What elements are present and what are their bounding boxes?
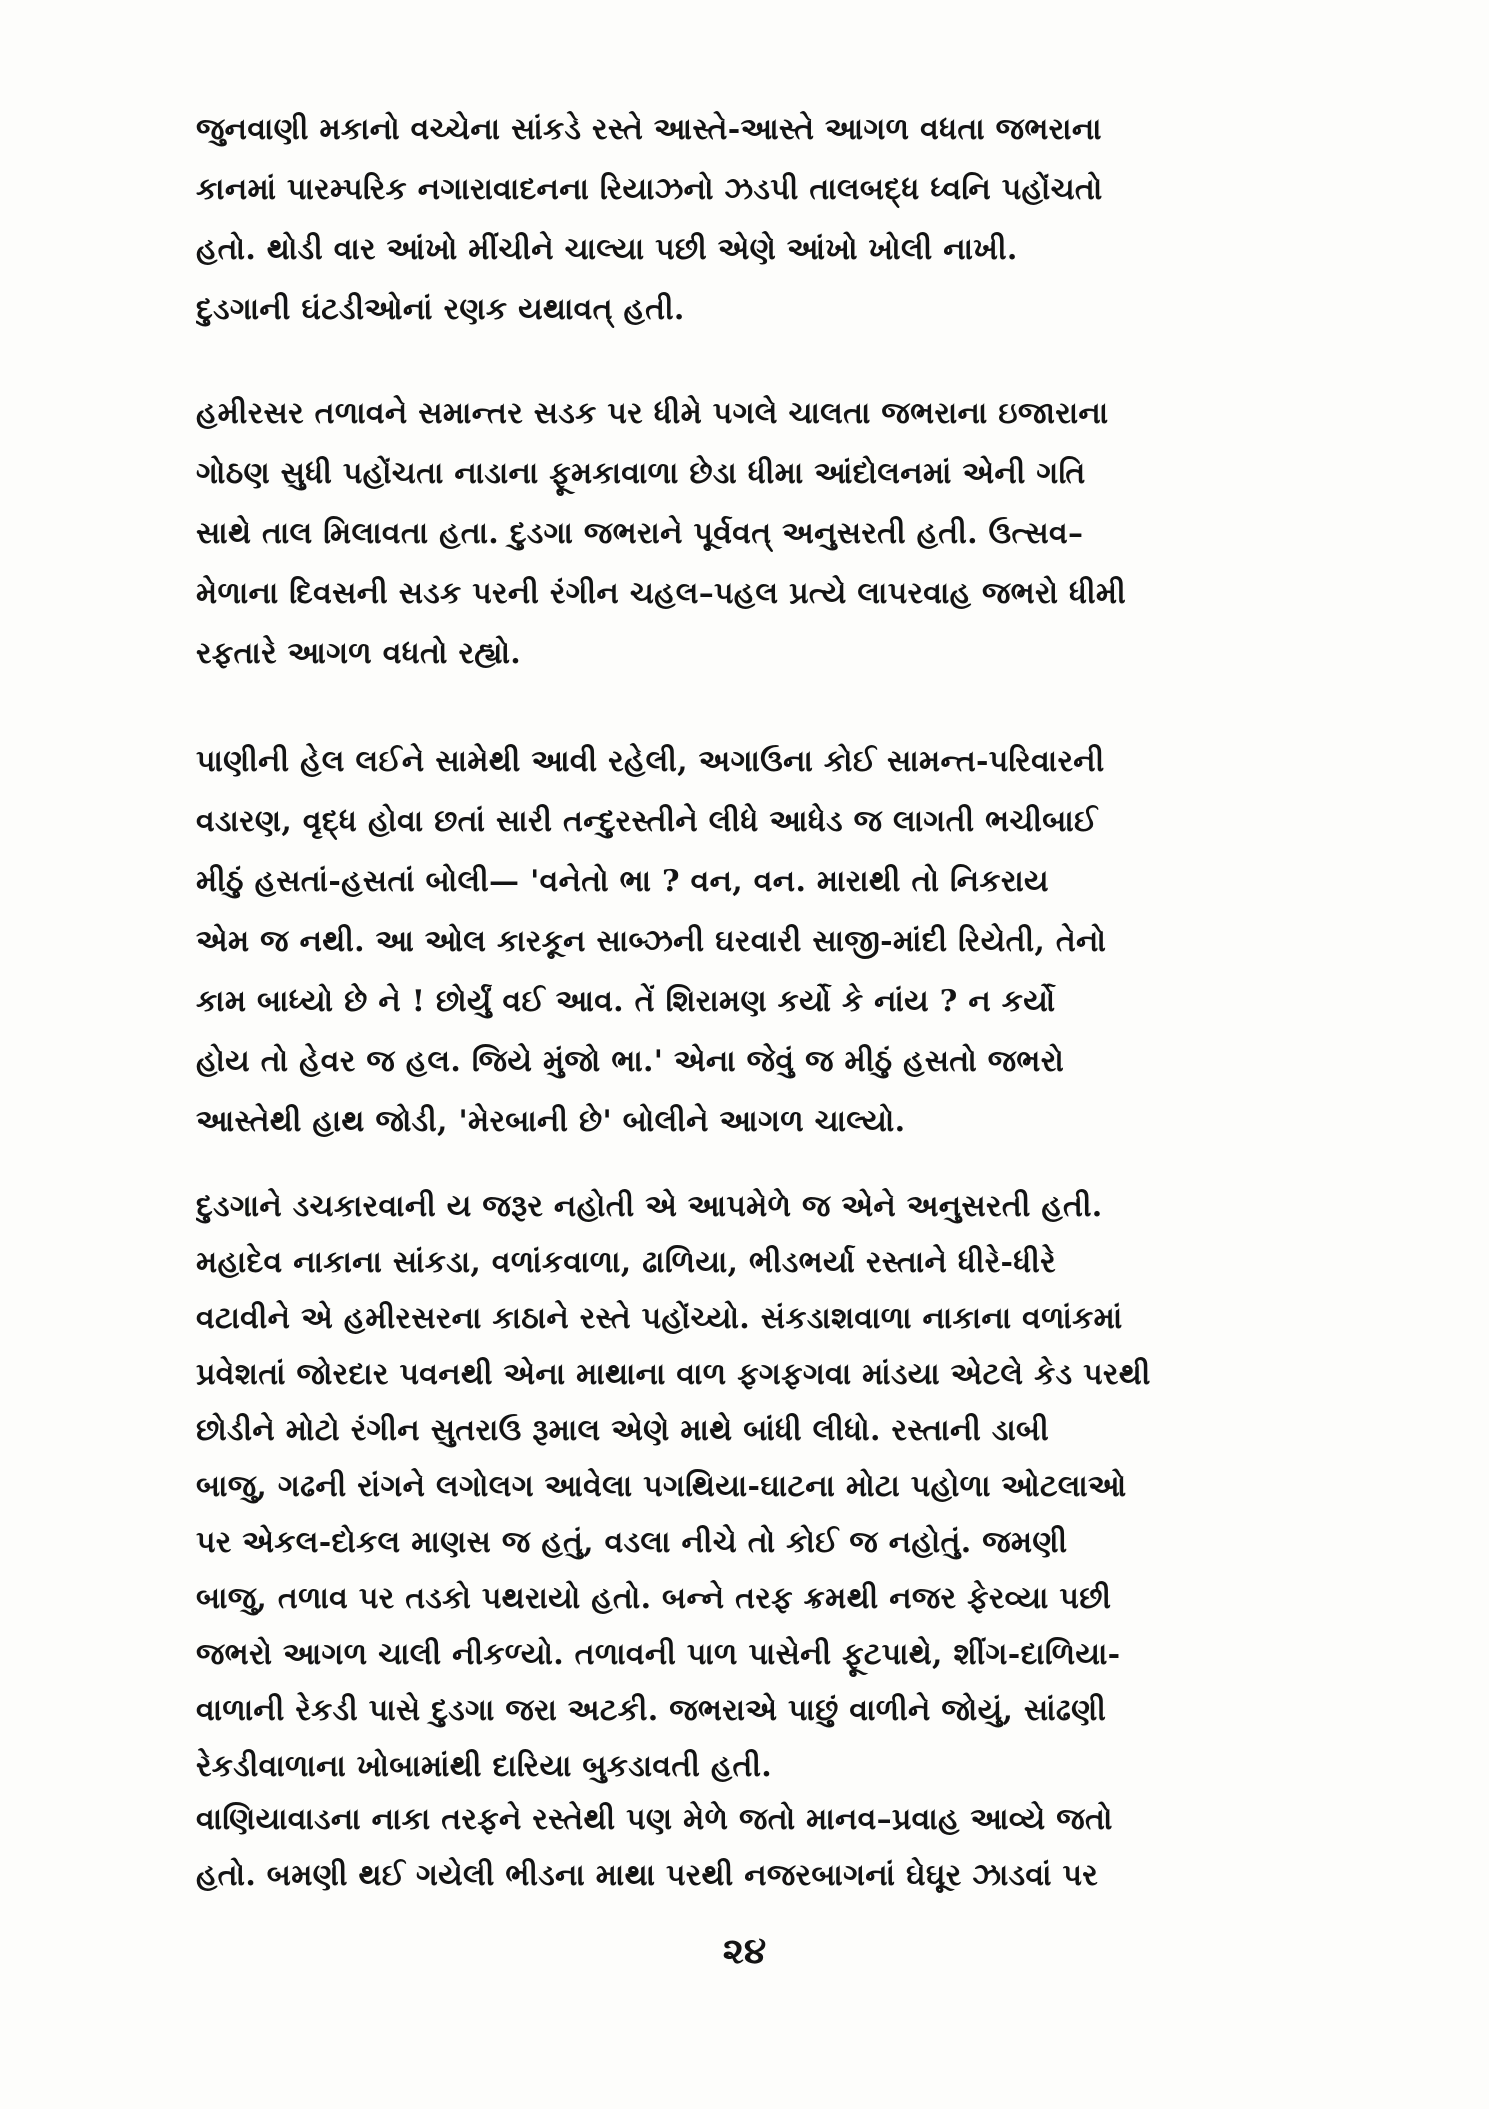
text-line: રેકડીવાળાના ખોબામાંથી દારિયા બુકડાવતી હતી. [196, 1749, 773, 1784]
text-line: હોય તો હેવર જ હલ. જિયે મુંજો ભા.' એના જેવું જ મીઠું હસતો જભરો [196, 1044, 1065, 1079]
text-line: વાણિયાવાડના નાકા તરફને રસ્તેથી પણ મેળે જતો માનવ–પ્રવાહ આવ્યે જતો [196, 1802, 1113, 1837]
page-number: ૨૪ [722, 1930, 767, 1972]
text-line: ગોઠણ સુધી પહોંચતા નાડાના ફૂમકાવાળા છેડા ધીમા આંદોલનમાં એની ગતિ [196, 456, 1086, 491]
text-line: બાજુ, તળાવ પર તડકો પથરાયો હતો. બન્ને તરફ ક્રમથી નજર ફેરવ્યા પછી [196, 1581, 1112, 1616]
text-line: રફતારે આગળ વધતો રહ્યો. [196, 636, 522, 671]
text-line: આસ્તેથી હાથ જોડી, 'મેરબાની છે' બોલીને આગળ ચાલ્યો. [196, 1104, 906, 1139]
text-line: વાળાની રેકડી પાસે દુડગા જરા અટકી. જભરાએ પાછું વાળીને જોયું, સાંઢણી [196, 1693, 1107, 1728]
text-line: દુડગાની ઘંટડીઓનાં રણક યથાવત્ હતી. [196, 292, 685, 327]
text-line: છોડીને મોટો રંગીન સુતરાઉ રૂમાલ એણે માથે બાંધી લીધો. રસ્તાની ડાબી [196, 1413, 1050, 1448]
text-line: એમ જ નથી. આ ઓલ કારકૂન સાબ્ઝની ઘરવારી સાજી-માંદી રિયેતી, તેનો [196, 924, 1107, 959]
text-line: વટાવીને એ હમીરસરના કાઠાને રસ્તે પહોંચ્યો. સંકડાશવાળા નાકાના વળાંકમાં [196, 1301, 1123, 1336]
text-line: જુનવાણી મકાનો વચ્ચેના સાંકડે રસ્તે આસ્તે-આસ્તે આગળ વધતા જભરાના [196, 112, 1102, 147]
text-line: પ્રવેશતાં જોરદાર પવનથી એના માથાના વાળ ફગફગવા માંડયા એટલે કેડ પરથી [196, 1357, 1151, 1392]
text-line: હતો. થોડી વાર આંખો મીંચીને ચાલ્યા પછી એણે આંખો ખોલી નાખી. [196, 232, 1018, 267]
text-line: મીઠું હસતાં-હસતાં બોલી— 'વનેતો ભા ? વન, વન. મારાથી તો નિકરાય [196, 864, 1049, 899]
text-line: બાજુ, ગઢની રાંગને લગોલગ આવેલા પગથિયા-ઘાટના મોટા પહોળા ઓટલાઓ [196, 1469, 1127, 1504]
text-line: મહાદેવ નાકાના સાંકડા, વળાંકવાળા, ઢાળિયા, ભીડભર્યા રસ્તાને ધીરે-ધીરે [196, 1245, 1056, 1280]
text-line: હતો. બમણી થઈ ગયેલી ભીડના માથા પરથી નજરબાગનાં ઘેઘૂર ઝાડવાં પર [196, 1858, 1099, 1893]
text-line: સાથે તાલ મિલાવતા હતા. દુડગા જભરાને પૂર્વવત્ અનુસરતી હતી. ઉત્સવ– [196, 516, 1084, 551]
text-line: પર એકલ-દોકલ માણસ જ હતું, વડલા નીચે તો કોઈ જ નહોતું. જમણી [196, 1525, 1068, 1560]
text-line: કામ બાધ્યો છે ને ! છોર્યું વઈ આવ. તેં શિરામણ કર્યો કે નાંય ? ન કર્યો [196, 984, 1056, 1019]
text-line: મેળાના દિવસની સડક પરની રંગીન ચહલ–પહલ પ્રત્યે લાપરવાહ જભરો ધીમી [196, 576, 1126, 611]
text-line: પાણીની હેલ લઈને સામેથી આવી રહેલી, અગાઉના કોઈ સામન્ત-પરિવારની [196, 744, 1105, 779]
text-line: હમીરસર તળાવને સમાન્તર સડક પર ધીમે પગલે ચાલતા જભરાના ઇજારાના [196, 396, 1109, 431]
text-line: વડારણ, વૃદ્ધ હોવા છતાં સારી તન્દુરસ્તીને લીધે આધેડ જ લાગતી ભચીબાઈ [196, 804, 1098, 839]
text-line: દુડગાને ડચકારવાની ય જરૂર નહોતી એ આપમેળે જ એને અનુસરતી હતી. [196, 1189, 1103, 1224]
text-line: કાનમાં પારમ્પરિક નગારાવાદનના રિયાઝનો ઝડપી તાલબદ્ધ ધ્વનિ પહોંચતો [196, 172, 1103, 207]
text-line: જભરો આગળ ચાલી નીકળ્યો. તળાવની પાળ પાસેની ફૂટપાથે, શીંગ-દાળિયા- [196, 1637, 1121, 1672]
